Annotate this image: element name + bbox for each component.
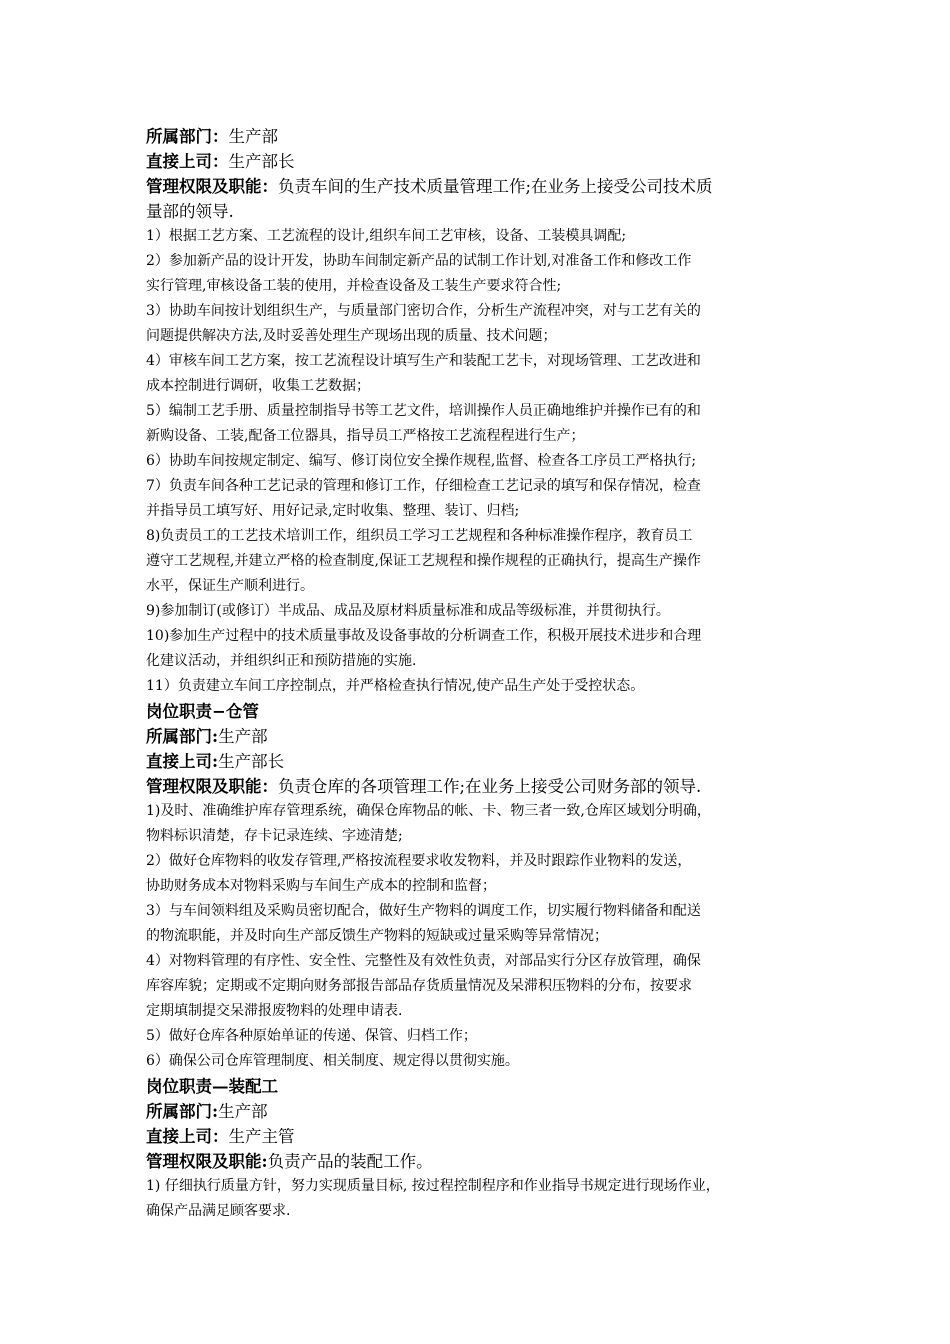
duty-item-line: 的物流职能，并及时向生产部反馈生产物料的短缺或过量采购等异常情况； — [146, 928, 608, 944]
duty-item — [146, 299, 814, 349]
duty-item — [146, 674, 814, 699]
duty-item — [146, 624, 814, 674]
supervisor-line — [146, 149, 814, 174]
supervisor-value: 生产主管 — [228, 1127, 295, 1146]
department-label: 所属部门: — [146, 727, 219, 746]
duty-item-line: 6）确保公司仓库管理制度、相关制度、规定得以贯彻实施。 — [146, 1053, 519, 1069]
department-line — [146, 724, 814, 749]
supervisor-value: 生产部长 — [228, 152, 295, 171]
duty-item-line: 新购设备、工装,配备工位器具，指导员工严格按工艺流程程进行生产； — [146, 428, 585, 444]
duty-item-line: 11）负责建立车间工序控制点，并严格检查执行情况,使产品生产处于受控状态。 — [146, 678, 645, 694]
supervisor-line — [146, 749, 814, 774]
duty-item-line: 化建议活动，并组织纠正和预防措施的实施. — [146, 653, 417, 669]
duty-item — [146, 599, 814, 624]
supervisor-label: 直接上司: — [146, 752, 219, 771]
duty-item-line: 确保产品满足顾客要求. — [146, 1203, 291, 1219]
duty-item-line: 8)负责员工的工艺技术培训工作，组织员工学习工艺规程和各种标准操作程序，教育员工 — [146, 528, 693, 544]
duty-item-line: 5）编制工艺手册、质量控制指导书等工艺文件，培训操作人员正确地维护并操作已有的和 — [146, 403, 701, 419]
authority-line — [146, 1149, 814, 1174]
duty-item — [146, 1174, 814, 1224]
authority-line — [146, 199, 814, 224]
supervisor-line — [146, 1124, 814, 1149]
supervisor-value: 生产部长 — [218, 752, 285, 771]
duty-item-line: 4）审核车间工艺方案，按工艺流程设计填写生产和装配工艺卡，对现场管理、工艺改进和 — [146, 353, 701, 369]
department-label: 所属部门: — [146, 1102, 219, 1121]
duty-item — [146, 449, 814, 474]
authority-text: 量部的领导. — [146, 202, 234, 221]
authority-line — [146, 774, 814, 799]
authority-label: 管理权限及职能： — [146, 177, 278, 196]
duty-item-line: 6）协助车间按规定制定、编写、修订岗位安全操作规程,监督、检查各工序员工严格执行; — [146, 453, 697, 469]
supervisor-label: 直接上司： — [146, 1127, 229, 1146]
authority-text: 负责车间的生产技术质量管理工作;在业务上接受公司技术质 — [278, 177, 713, 196]
duty-item — [146, 349, 814, 399]
duty-item-line: 问题提供解决方法,及时妥善处理生产现场出现的质量、技术问题； — [146, 328, 557, 344]
department-value: 生产部 — [218, 727, 268, 746]
duty-item-line: 定期填制提交呆滞报废物料的处理申请表. — [146, 1003, 403, 1019]
duty-item — [146, 1049, 814, 1074]
duty-item-line: 3）与车间领料组及采购员密切配合，做好生产物料的调度工作，切实履行物料储备和配送 — [146, 903, 701, 919]
duty-item — [146, 949, 814, 1024]
duty-item — [146, 399, 814, 449]
duty-item — [146, 224, 814, 249]
authority-text: 负责仓库的各项管理工作;在业务上接受公司财务部的领导. — [278, 777, 702, 796]
duty-item-line: 2）做好仓库物料的收发存管理,严格按流程要求收发物料，并及时跟踪作业物料的发送， — [146, 853, 692, 869]
duty-item-line: 物料标识清楚，存卡记录连续、字迹清楚; — [146, 828, 403, 844]
section-title: 岗位职责−仓管 — [146, 702, 259, 721]
duty-item-line: 1)及时、准确维护库存管理系统，确保仓库物品的帐、卡、物三者一致,仓库区域划分明确， — [146, 803, 711, 819]
duty-item — [146, 849, 814, 899]
department-line — [146, 1099, 814, 1124]
duty-item — [146, 474, 814, 524]
duty-item-line: 实行管理,审核设备工装的使用，并检查设备及工装生产要求符合性; — [146, 278, 562, 294]
duty-item-line: 2）参加新产品的设计开发，协助车间制定新产品的试制工作计划,对准备工作和修改工作 — [146, 253, 692, 269]
duty-item-line: 5）做好仓库各种原始单证的传递、保管、归档工作； — [146, 1028, 477, 1044]
duty-item-line: 7）负责车间各种工艺记录的管理和修订工作，仔细检查工艺记录的填写和保存情况，检查 — [146, 478, 701, 494]
duty-item-line: 成本控制进行调研，收集工艺数据； — [146, 378, 370, 394]
duty-item-line: 9)参加制订(或修订）半成品、成品及原材料质量标准和成品等级标准，并贯彻执行。 — [146, 603, 670, 619]
duty-item-line: 1) 仔细执行质量方针，努力实现质量目标, 按过程控制程序和作业指导书规定进行现场作业， — [146, 1178, 720, 1194]
job-section — [146, 699, 814, 1074]
authority-text: 负责产品的装配工作。 — [267, 1152, 433, 1171]
duty-item-line: 库容库貌；定期或不定期向财务部报告部品存货质量情况及呆滞积压物料的分布，按要求 — [146, 978, 692, 994]
duty-item — [146, 799, 814, 849]
authority-label: 管理权限及职能： — [146, 777, 278, 796]
duty-item — [146, 899, 814, 949]
duty-item-line: 并指导员工填写好、用好记录,定时收集、整理、装订、归档; — [146, 503, 520, 519]
duty-item — [146, 524, 814, 599]
department-line — [146, 124, 814, 149]
duty-item-line: 遵守工艺规程,并建立严格的检查制度,保证工艺规程和操作规程的正确执行，提高生产操作 — [146, 553, 701, 569]
department-value: 生产部 — [218, 1102, 268, 1121]
department-value: 生产部 — [228, 127, 278, 146]
job-section — [146, 1074, 814, 1224]
authority-label: 管理权限及职能: — [146, 1152, 268, 1171]
section-title: 岗位职责—装配工 — [146, 1077, 278, 1096]
duty-item-line: 4）对物料管理的有序性、安全性、完整性及有效性负责，对部品实行分区存放管理，确保 — [146, 953, 701, 969]
supervisor-label: 直接上司： — [146, 152, 229, 171]
duty-item — [146, 249, 814, 299]
duty-item-line: 1）根据工艺方案、工艺流程的设计,组织车间工艺审核，设备、工装模具调配; — [146, 228, 627, 244]
authority-line — [146, 174, 814, 199]
job-section — [146, 124, 814, 699]
duty-item-line: 10)参加生产过程中的技术质量事故及设备事故的分析调查工作，积极开展技术进步和合理 — [146, 628, 702, 644]
duty-item-line: 水平，保证生产顺利进行。 — [146, 578, 314, 594]
department-label: 所属部门： — [146, 127, 229, 146]
duty-item-line: 3）协助车间按计划组织生产，与质量部门密切合作，分析生产流程冲突，对与工艺有关的 — [146, 303, 701, 319]
document-body — [146, 124, 814, 1224]
duty-item-line: 协助财务成本对物料采购与车间生产成本的控制和监督； — [146, 878, 496, 894]
duty-item — [146, 1024, 814, 1049]
